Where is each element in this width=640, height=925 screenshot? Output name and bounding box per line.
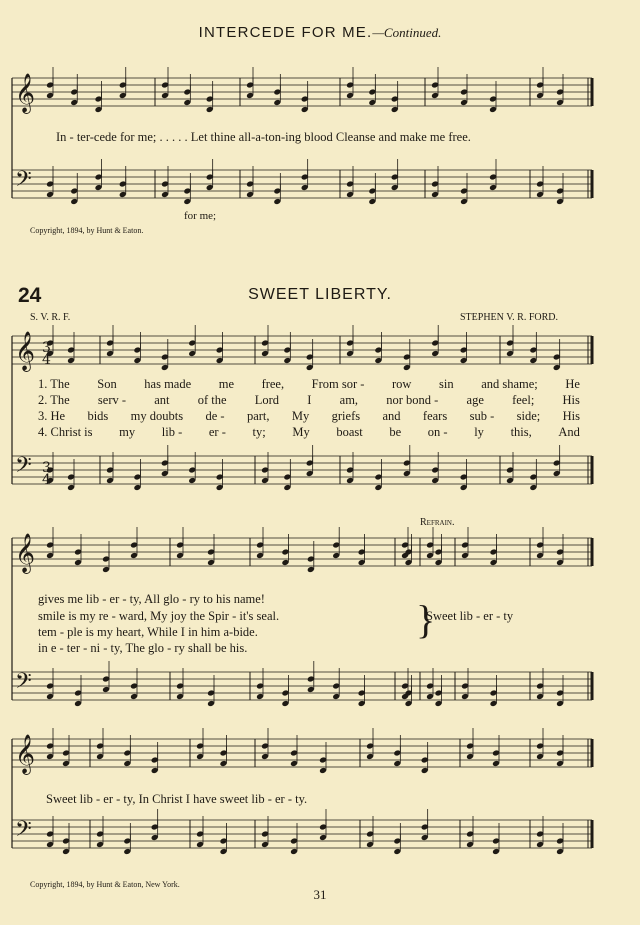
treble-clef-icon: 𝄞 bbox=[15, 734, 36, 774]
verse-word: age bbox=[466, 393, 484, 407]
hymn-number: 24 bbox=[18, 284, 42, 307]
verse-word: My bbox=[291, 409, 310, 423]
verse-word: fears bbox=[422, 409, 448, 423]
verse-word: serv - bbox=[97, 393, 127, 407]
verse-word: am, bbox=[339, 393, 359, 407]
system3-lyric: Sweet lib - er - ty, In Christ I have sweet lib - er - ty. bbox=[46, 792, 308, 806]
verse-word: of the bbox=[197, 393, 227, 407]
verse-word: sin bbox=[439, 377, 454, 391]
refrain-text: Sweet lib - er - ty bbox=[426, 609, 514, 623]
treble-clef-icon: 𝄞 bbox=[15, 331, 36, 371]
verse-word: 4. Christ is bbox=[38, 425, 93, 439]
verse-word: row bbox=[392, 377, 412, 391]
time-signature: 4 bbox=[42, 352, 51, 368]
system2-verse-4: in e - ter - ni - ty, The glo - ry shall be his. bbox=[38, 641, 248, 655]
hymn-author-right: STEPHEN V. R. FORD. bbox=[460, 312, 558, 323]
system1-verse-2 bbox=[38, 393, 580, 408]
verse-word: boast bbox=[336, 425, 363, 439]
top-bass-lyric: for me; bbox=[184, 210, 217, 222]
verse-word: I bbox=[307, 393, 312, 407]
verse-word: From sor - bbox=[311, 377, 365, 391]
system2-verse-3: tem - ple is my heart, While I in him a-bide. bbox=[38, 625, 258, 639]
verse-word: ant bbox=[154, 393, 170, 407]
top-lyric-line: In - ter-cede for me; . . . . . Let thine all-a-ton-ing blood Cleanse and make me free. bbox=[56, 130, 471, 144]
page-number: 31 bbox=[313, 887, 327, 902]
verse-word: er - bbox=[208, 425, 226, 439]
verse-brace: } bbox=[416, 597, 436, 642]
verse-word: ly bbox=[474, 425, 484, 439]
header-title: INTERCEDE FOR ME. bbox=[198, 24, 373, 41]
system1-verse-3 bbox=[38, 409, 580, 424]
system2-verse-1: gives me lib - er - ty, All glo - ry to his name! bbox=[38, 592, 265, 606]
time-signature: 3 bbox=[42, 460, 51, 476]
verse-word: feel; bbox=[512, 393, 535, 407]
hymn-author-left: S. V. R. F. bbox=[30, 312, 71, 323]
top-copyright: Copyright, 1894, by Hunt & Eaton. bbox=[30, 226, 144, 235]
verse-word: be bbox=[389, 425, 402, 439]
system1-verse-1 bbox=[38, 377, 580, 392]
verse-word: My bbox=[292, 425, 310, 439]
verse-word: His bbox=[562, 409, 580, 423]
verse-word: de - bbox=[205, 409, 225, 423]
verse-word: Lord bbox=[254, 393, 280, 407]
time-signature: 3 bbox=[42, 340, 51, 356]
verse-word: has made bbox=[144, 377, 192, 391]
verse-word: this, bbox=[510, 425, 532, 439]
verse-word: griefs bbox=[331, 409, 361, 423]
verse-word: His bbox=[562, 393, 580, 407]
verse-word: nor bond - bbox=[386, 393, 439, 407]
verse-word: Son bbox=[97, 377, 117, 391]
time-signature: 4 bbox=[42, 472, 51, 488]
system2-verse-2: smile is my re - ward, My joy the Spir - it's seal. bbox=[38, 609, 280, 623]
system1-verse-4 bbox=[38, 425, 580, 440]
treble-clef-icon: 𝄞 bbox=[15, 73, 36, 113]
verse-word: my doubts bbox=[130, 409, 184, 423]
verse-word: on - bbox=[427, 425, 448, 439]
verse-word: and shame; bbox=[481, 377, 538, 391]
header-continued: —Continued. bbox=[372, 25, 442, 40]
verse-word: side; bbox=[516, 409, 541, 423]
verse-word: part, bbox=[246, 409, 270, 423]
verse-word: lib - bbox=[161, 425, 183, 439]
bass-clef-icon: 𝄢 bbox=[15, 453, 32, 483]
refrain-label: Refrain. bbox=[420, 517, 455, 528]
bass-clef-icon: 𝄢 bbox=[15, 669, 32, 699]
bass-clef-icon: 𝄢 bbox=[15, 167, 32, 197]
verse-word: 1. The bbox=[38, 377, 70, 391]
verse-word: 2. The bbox=[38, 393, 70, 407]
bass-clef-icon: 𝄢 bbox=[15, 817, 32, 847]
verse-word: free, bbox=[261, 377, 285, 391]
verse-word: 3. He bbox=[38, 409, 66, 423]
hymn-title: SWEET LIBERTY. bbox=[248, 286, 392, 303]
verse-word: me bbox=[218, 377, 234, 391]
verse-word: and bbox=[382, 409, 401, 423]
verse-word: And bbox=[558, 425, 580, 439]
verse-word: He bbox=[565, 377, 580, 391]
verse-word: my bbox=[119, 425, 136, 439]
verse-word: ty; bbox=[252, 425, 266, 439]
footer-copyright: Copyright, 1894, by Hunt & Eaton, New York. bbox=[30, 880, 180, 889]
treble-clef-icon: 𝄞 bbox=[15, 533, 36, 573]
verse-word: sub - bbox=[469, 409, 495, 423]
verse-word: bids bbox=[87, 409, 109, 423]
